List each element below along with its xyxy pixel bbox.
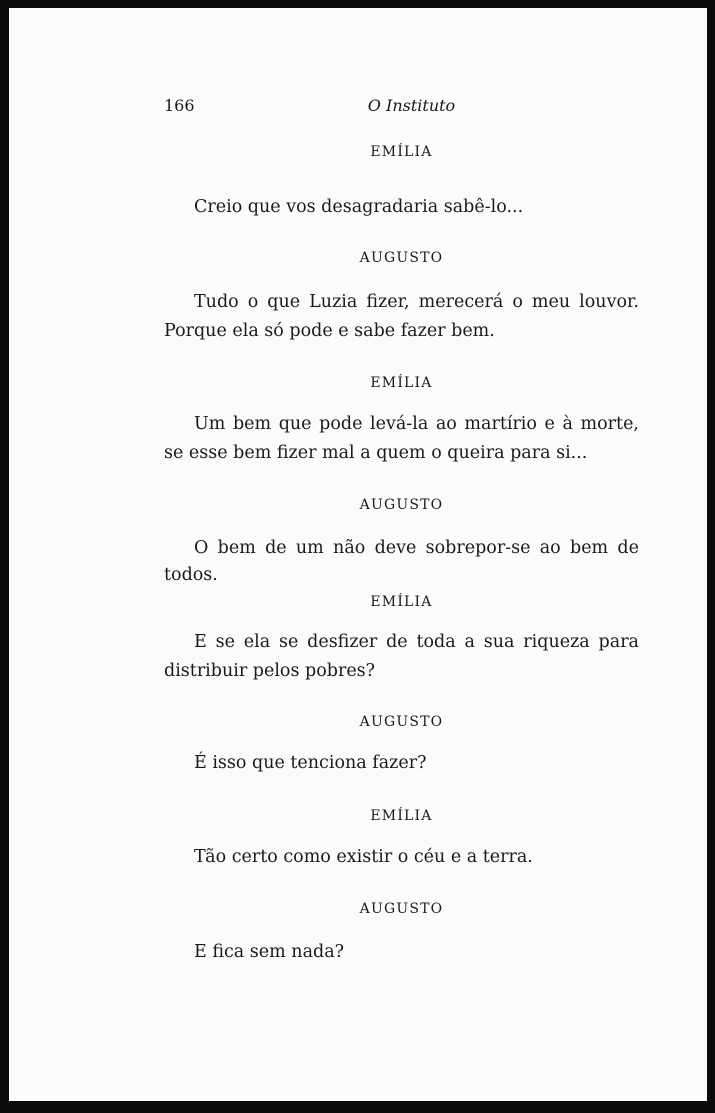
line: distribuir pelos pobres? (164, 661, 376, 681)
line: Porque ela só pode e sabe fazer bem. (164, 321, 495, 341)
line: todos. (164, 565, 218, 585)
dialogue-line (164, 532, 639, 592)
line: Tudo o que Luzia fizer, merecerá o meu louvor. (194, 292, 639, 312)
speaker-label: AUGUSTO (359, 714, 444, 730)
line: se esse bem fizer mal a quem o queira para si... (164, 443, 588, 463)
speaker-label: AUGUSTO (359, 901, 444, 917)
dialogue-line (164, 191, 639, 224)
speaker-label: EMÍLIA (370, 375, 433, 391)
line: É isso que tenciona fazer? (194, 753, 427, 773)
line: Tão certo como existir o céu e a terra. (194, 847, 533, 867)
line: Um bem que pode levá-la ao martírio e à morte, (194, 414, 639, 434)
running-title: O Instituto (367, 96, 456, 115)
speaker-label: EMÍLIA (370, 144, 433, 160)
line: E fica sem nada? (194, 942, 345, 962)
dialogue-line (164, 626, 639, 688)
page-header (164, 89, 639, 113)
dialogue-line (164, 841, 639, 874)
dialogue-line (164, 747, 639, 780)
line: E se ela se desfizer de toda a sua riqueza para (194, 632, 639, 652)
dialogue-line (164, 936, 639, 969)
speaker-label: EMÍLIA (370, 594, 433, 610)
line: O bem de um não deve sobrepor-se ao bem de (194, 538, 639, 558)
speaker-label: EMÍLIA (370, 808, 433, 824)
page-number: 166 (164, 96, 195, 115)
dialogue-line (164, 408, 639, 470)
speaker-label: AUGUSTO (359, 250, 444, 266)
speaker-label: AUGUSTO (359, 497, 444, 513)
dialogue-line (164, 286, 639, 348)
line: Creio que vos desagradaria sabê-lo... (194, 197, 524, 217)
